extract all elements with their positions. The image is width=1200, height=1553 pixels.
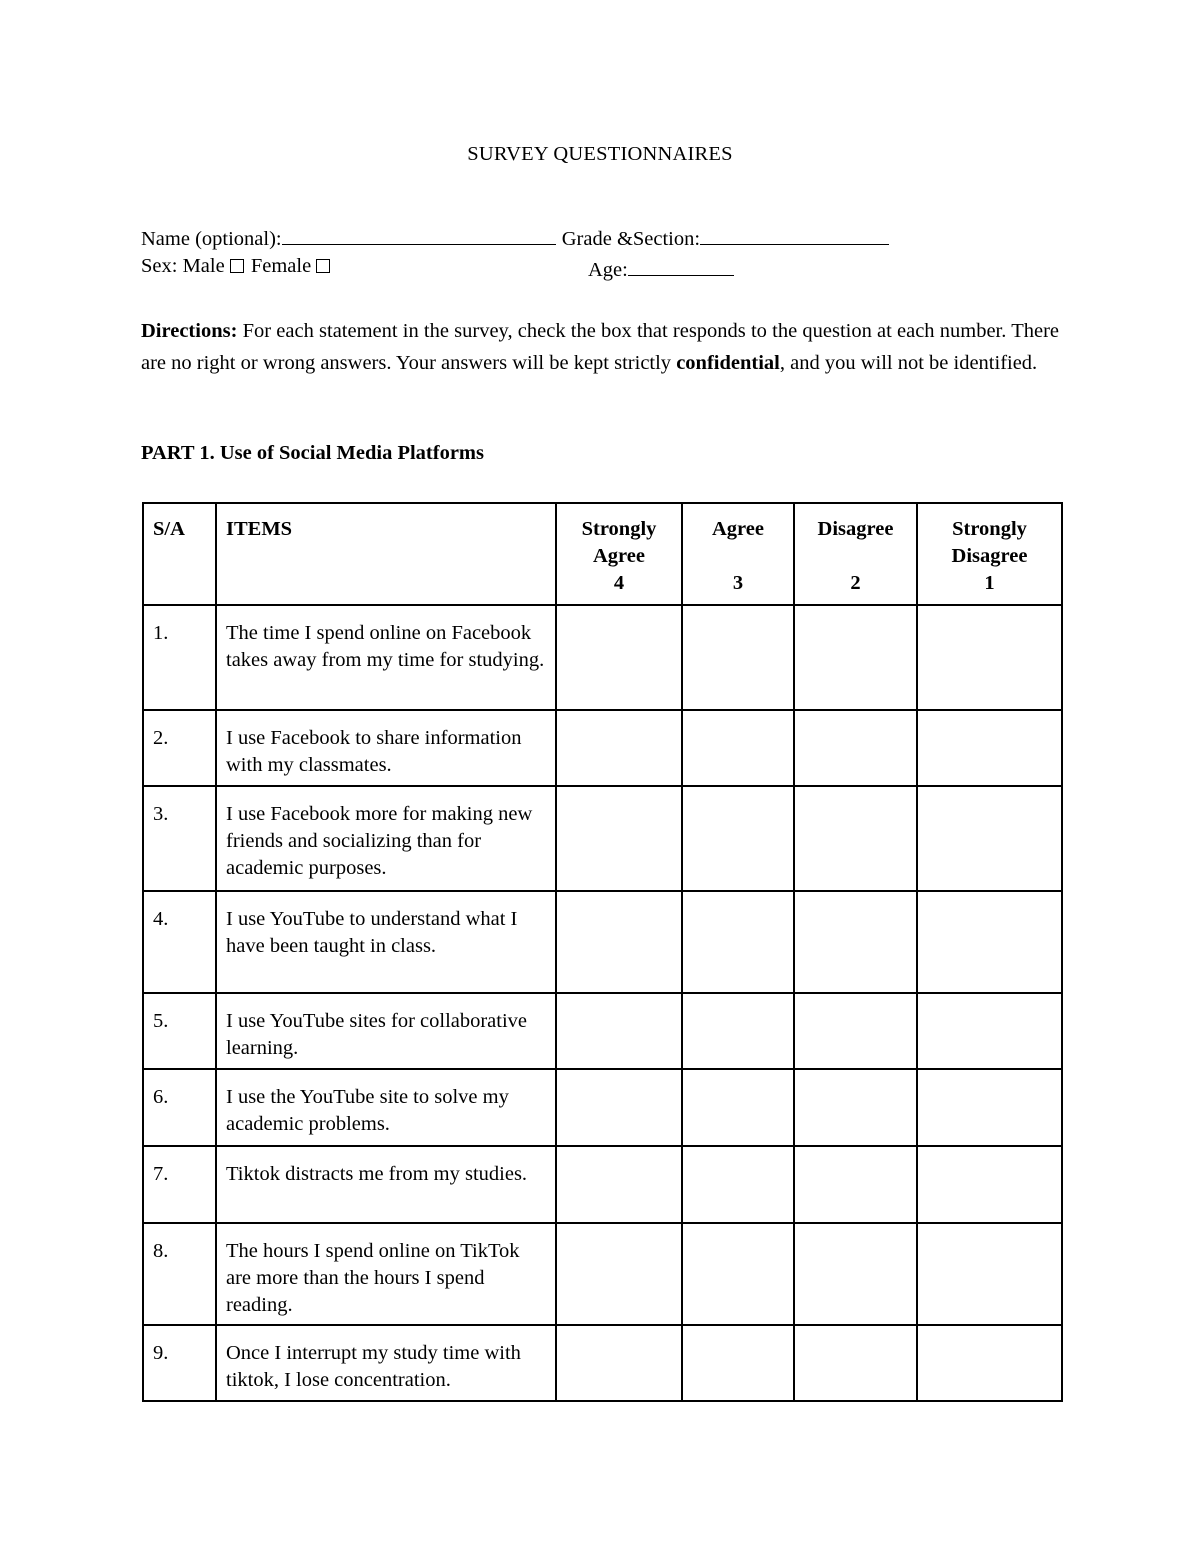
row-item-text: Once I interrupt my study time with tiktok, I lose concentration.	[216, 1325, 556, 1401]
row-number: 2.	[143, 710, 216, 786]
directions-paragraph	[141, 316, 1059, 379]
directions-text-1: For each statement in the survey, check the box that responds to the question at each number. There are no right or wrong answers. Your answers will be kept strictly	[141, 320, 1059, 374]
directions-label: Directions:	[141, 320, 238, 342]
header-strongly-disagree-value: 1	[984, 572, 995, 594]
strongly-disagree-cell[interactable]	[917, 605, 1062, 710]
header-items: ITEMS	[216, 503, 556, 605]
strongly-agree-cell[interactable]	[556, 1223, 682, 1325]
female-label: Female	[250, 255, 312, 277]
survey-table	[142, 502, 1063, 1402]
header-agree-spacer	[683, 543, 793, 570]
row-number: 4.	[143, 891, 216, 993]
age-field[interactable]	[628, 255, 734, 276]
male-checkbox[interactable]	[230, 259, 244, 273]
row-item-text: I use Facebook to share information with my classmates.	[216, 710, 556, 786]
disagree-cell[interactable]	[794, 605, 917, 710]
table-row	[143, 1146, 1062, 1223]
disagree-cell[interactable]	[794, 710, 917, 786]
name-grade-line	[141, 224, 889, 251]
strongly-agree-cell[interactable]	[556, 993, 682, 1069]
age-label: Age:	[588, 259, 628, 281]
header-strongly-agree	[556, 503, 682, 605]
row-number: 7.	[143, 1146, 216, 1223]
table-row	[143, 993, 1062, 1069]
header-disagree-spacer	[795, 543, 916, 570]
row-number: 1.	[143, 605, 216, 710]
strongly-disagree-cell[interactable]	[917, 891, 1062, 993]
female-checkbox[interactable]	[316, 259, 330, 273]
agree-cell[interactable]	[682, 710, 794, 786]
name-field[interactable]	[282, 224, 556, 245]
name-label: Name (optional):	[141, 228, 282, 250]
row-item-text: I use the YouTube site to solve my academic problems.	[216, 1069, 556, 1146]
table-row	[143, 605, 1062, 710]
age-line	[588, 255, 734, 282]
strongly-agree-cell[interactable]	[556, 891, 682, 993]
row-item-text: The time I spend online on Facebook takes away from my time for studying.	[216, 605, 556, 710]
row-item-text: I use YouTube sites for collaborative learning.	[216, 993, 556, 1069]
strongly-agree-cell[interactable]	[556, 605, 682, 710]
disagree-cell[interactable]	[794, 993, 917, 1069]
table-row	[143, 1223, 1062, 1325]
strongly-disagree-cell[interactable]	[917, 786, 1062, 891]
table-row	[143, 1325, 1062, 1401]
directions-bold-word: confidential	[676, 351, 780, 374]
row-number: 8.	[143, 1223, 216, 1325]
disagree-cell[interactable]	[794, 1223, 917, 1325]
grade-section-field[interactable]	[700, 224, 889, 245]
disagree-cell[interactable]	[794, 1069, 917, 1146]
strongly-disagree-cell[interactable]	[917, 1146, 1062, 1223]
row-number: 5.	[143, 993, 216, 1069]
page-title: SURVEY QUESTIONNAIRES	[467, 143, 733, 165]
agree-cell[interactable]	[682, 786, 794, 891]
part-title: PART 1. Use of Social Media Platforms	[141, 442, 484, 464]
sex-male-label: Sex: Male	[141, 255, 225, 277]
header-agree-line1: Agree	[712, 518, 764, 540]
header-agree-value: 3	[732, 572, 744, 594]
header-strongly-agree-line1: Strongly	[581, 518, 657, 540]
table-header-row	[143, 503, 1062, 605]
agree-cell[interactable]	[682, 605, 794, 710]
agree-cell[interactable]	[682, 1069, 794, 1146]
header-disagree-line1: Disagree	[817, 518, 894, 540]
strongly-disagree-cell[interactable]	[917, 1069, 1062, 1146]
agree-cell[interactable]	[682, 993, 794, 1069]
disagree-cell[interactable]	[794, 1146, 917, 1223]
agree-cell[interactable]	[682, 1223, 794, 1325]
table-row	[143, 1069, 1062, 1146]
agree-cell[interactable]	[682, 891, 794, 993]
table-row	[143, 710, 1062, 786]
strongly-agree-cell[interactable]	[556, 786, 682, 891]
sex-age-line	[141, 255, 330, 278]
directions-text-2: , and you will not be identified.	[779, 351, 1038, 374]
strongly-agree-cell[interactable]	[556, 710, 682, 786]
agree-cell[interactable]	[682, 1325, 794, 1401]
header-strongly-disagree	[917, 503, 1062, 605]
row-item-text: The hours I spend online on TikTok are more than the hours I spend reading.	[216, 1223, 556, 1325]
strongly-agree-cell[interactable]	[556, 1325, 682, 1401]
header-strongly-agree-value: 4	[613, 572, 625, 594]
agree-cell[interactable]	[682, 1146, 794, 1223]
row-number: 3.	[143, 786, 216, 891]
disagree-cell[interactable]	[794, 1325, 917, 1401]
strongly-agree-cell[interactable]	[556, 1069, 682, 1146]
row-number: 6.	[143, 1069, 216, 1146]
grade-section-label: Grade &Section:	[561, 228, 701, 250]
header-strongly-disagree-line1: Strongly	[952, 518, 1027, 540]
disagree-cell[interactable]	[794, 891, 917, 993]
strongly-disagree-cell[interactable]	[917, 1325, 1062, 1401]
table-row	[143, 891, 1062, 993]
strongly-disagree-cell[interactable]	[917, 1223, 1062, 1325]
header-disagree	[794, 503, 917, 605]
header-sa: S/A	[143, 503, 216, 605]
header-agree	[682, 503, 794, 605]
row-item-text: Tiktok distracts me from my studies.	[216, 1146, 556, 1223]
header-strongly-disagree-line2: Disagree	[951, 545, 1028, 567]
table-row	[143, 786, 1062, 891]
row-item-text: I use YouTube to understand what I have been taught in class.	[216, 891, 556, 993]
header-strongly-agree-line2: Agree	[593, 545, 645, 567]
row-item-text: I use Facebook more for making new friends and socializing than for academic purposes.	[216, 786, 556, 891]
header-disagree-value: 2	[850, 572, 861, 594]
disagree-cell[interactable]	[794, 786, 917, 891]
strongly-disagree-cell[interactable]	[917, 993, 1062, 1069]
row-number: 9.	[143, 1325, 216, 1401]
strongly-disagree-cell[interactable]	[917, 710, 1062, 786]
strongly-agree-cell[interactable]	[556, 1146, 682, 1223]
